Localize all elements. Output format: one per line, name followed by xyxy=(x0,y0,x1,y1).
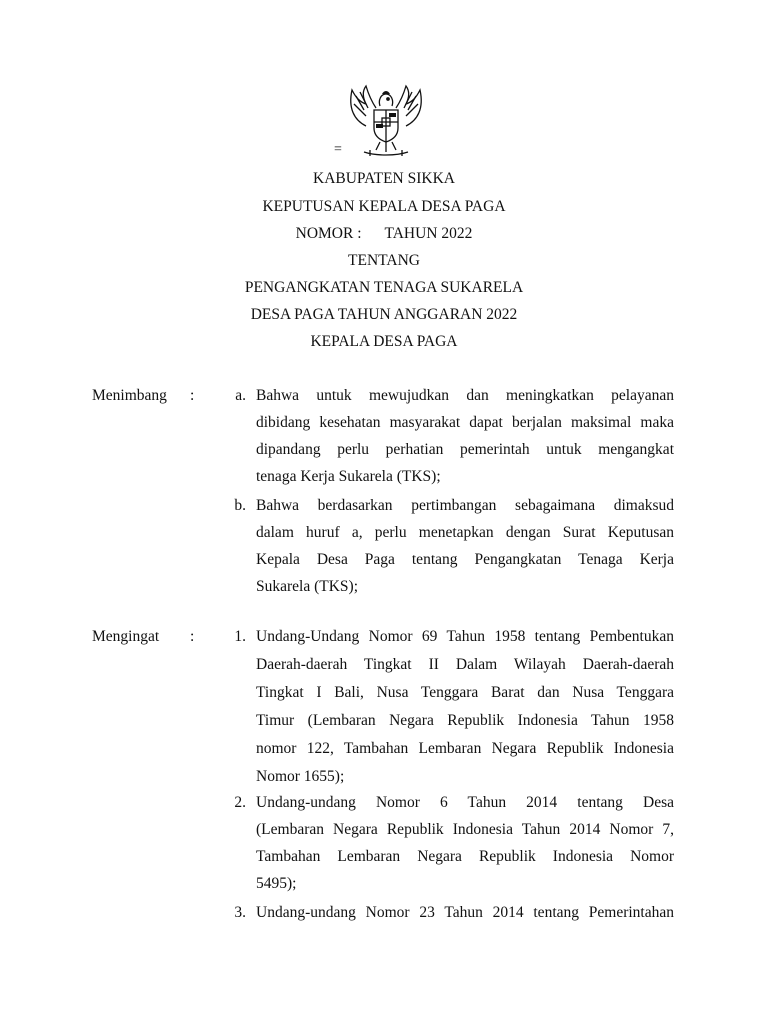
section-colon: : xyxy=(190,387,195,404)
section-label: Menimbang xyxy=(92,387,167,404)
issuer-heading: KEPALA DESA PAGA xyxy=(310,333,458,350)
text-line: dipandang perlu perhatian pemerintah untuk mengangkat xyxy=(256,441,674,458)
text-line: Undang-undang Nomor 6 Tahun 2014 tentang Desa xyxy=(256,794,674,811)
text-line: 5495); xyxy=(256,875,297,892)
about-heading: TENTANG xyxy=(348,252,420,269)
text-line: (Lembaran Negara Republik Indonesia Tahun 2014 Nomor 7, xyxy=(256,821,674,838)
text-line: Nomor 1655); xyxy=(256,768,345,785)
list-marker: a. xyxy=(235,387,246,404)
regency-title: KABUPATEN SIKKA xyxy=(313,170,455,187)
text-line: Sukarela (TKS); xyxy=(256,578,359,595)
list-marker: b. xyxy=(234,497,246,514)
subject-line-1: PENGANGKATAN TENAGA SUKARELA xyxy=(244,279,524,296)
emblem-mark: = xyxy=(334,142,342,157)
text-line: dibidang kesehatan masyarakat dapat berjalan maksimal maka xyxy=(256,414,674,431)
section-colon: : xyxy=(190,628,195,645)
text-line: Undang-Undang Nomor 69 Tahun 1958 tentang Pembentukan xyxy=(256,628,674,645)
list-marker: 3. xyxy=(234,904,246,921)
text-line: Tambahan Lembaran Negara Republik Indonesia Nomor xyxy=(256,848,674,865)
text-line: dalam huruf a, perlu menetapkan dengan Surat Keputusan xyxy=(256,524,674,541)
text-line: Undang-undang Nomor 23 Tahun 2014 tentang Pemerintahan xyxy=(256,904,674,921)
decree-title: KEPUTUSAN KEPALA DESA PAGA xyxy=(262,198,506,215)
text-line: Bahwa untuk mewujudkan dan meningkatkan pelayanan xyxy=(256,387,674,404)
text-line: tenaga Kerja Sukarela (TKS); xyxy=(256,468,441,485)
text-line: Timur (Lembaran Negara Republik Indonesia Tahun 1958 xyxy=(256,712,674,729)
text-line: Daerah-daerah Tingkat II Dalam Wilayah Daerah-daerah xyxy=(256,656,674,673)
text-line: Tingkat I Bali, Nusa Tenggara Barat dan Nusa Tenggara xyxy=(256,684,674,701)
list-marker: 1. xyxy=(234,628,246,645)
list-marker: 2. xyxy=(234,794,246,811)
text-line: Kepala Desa Paga tentang Pengangkatan Tenaga Kerja xyxy=(256,551,674,568)
text-line: nomor 122, Tambahan Lembaran Negara Republik Indonesia xyxy=(256,740,674,757)
section-label: Mengingat xyxy=(92,628,160,645)
subject-line-2: DESA PAGA TAHUN ANGGARAN 2022 xyxy=(250,306,518,323)
decree-number: NOMOR : TAHUN 2022 xyxy=(295,225,473,242)
garuda-pancasila-emblem-icon xyxy=(336,84,436,160)
text-line: Bahwa berdasarkan pertimbangan sebagaimana dimaksud xyxy=(256,497,674,514)
